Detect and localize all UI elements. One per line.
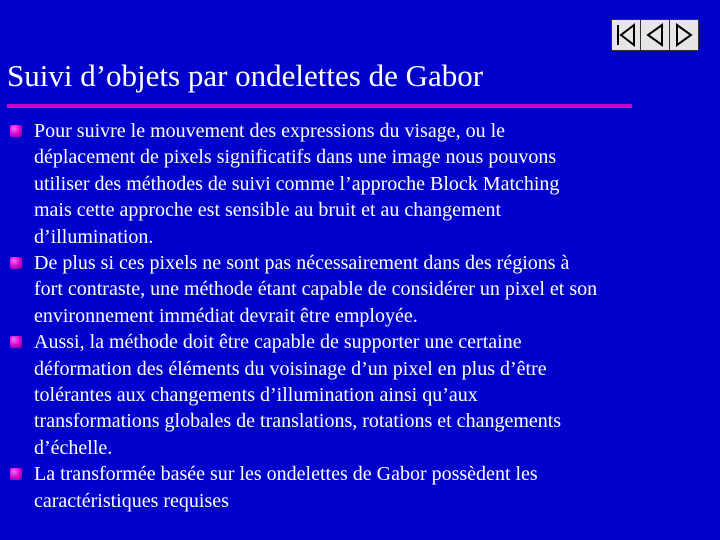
bullet-text-line: transformations globales de translations, rotations et changements (34, 410, 562, 433)
bullet-icon (10, 257, 22, 269)
bullet-list (0, 118, 720, 514)
first-slide-button[interactable] (612, 20, 641, 50)
bullet-text-line: Aussi, la méthode doit être capable de supporter une certaine (34, 331, 522, 354)
bullet-item (0, 329, 720, 461)
bullet-icon (10, 468, 22, 480)
bullet-text-line: fort contraste, une méthode étant capable de considérer un pixel et son (34, 278, 598, 301)
bullet-item (0, 461, 720, 514)
bullet-text-line: caractéristiques requises (34, 489, 229, 512)
bullet-text-line: d’illumination. (34, 225, 154, 248)
bullet-text-line: environnement immédiat devrait être employée. (34, 304, 418, 327)
bullet-text-line: d’échelle. (34, 436, 113, 459)
bullet-text-line: tolérantes aux changements d’illumination ainsi qu’aux (34, 384, 478, 407)
next-slide-button[interactable] (670, 20, 698, 50)
slide-navigation (611, 19, 699, 51)
bullet-text-line: De plus si ces pixels ne sont pas nécessairement dans des régions à (34, 252, 570, 275)
bullet-item (0, 250, 720, 329)
bullet-text-line: La transformée basée sur les ondelettes de Gabor possèdent les (34, 463, 538, 486)
next-slide-icon (673, 22, 695, 48)
previous-slide-button[interactable] (641, 20, 670, 50)
bullet-text-line: déformation des éléments du voisinage d’un pixel en plus d’être (34, 357, 547, 380)
first-slide-icon (615, 22, 637, 48)
previous-slide-icon (644, 22, 666, 48)
bullet-text-line: utiliser des méthodes de suivi comme l’approche Block Matching (34, 172, 560, 195)
bullet-icon (10, 336, 22, 348)
bullet-text-line: mais cette approche est sensible au bruit et au changement (34, 199, 502, 222)
bullet-icon (10, 125, 22, 137)
bullet-text-line: Pour suivre le mouvement des expressions du visage, ou le (34, 120, 506, 142)
bullet-text-line: déplacement de pixels significatifs dans une image nous pouvons (34, 146, 557, 169)
bullet-item (0, 118, 720, 250)
slide-title: Suivi d’objets par ondelettes de Gabor (7, 58, 484, 93)
title-underline (7, 104, 632, 108)
